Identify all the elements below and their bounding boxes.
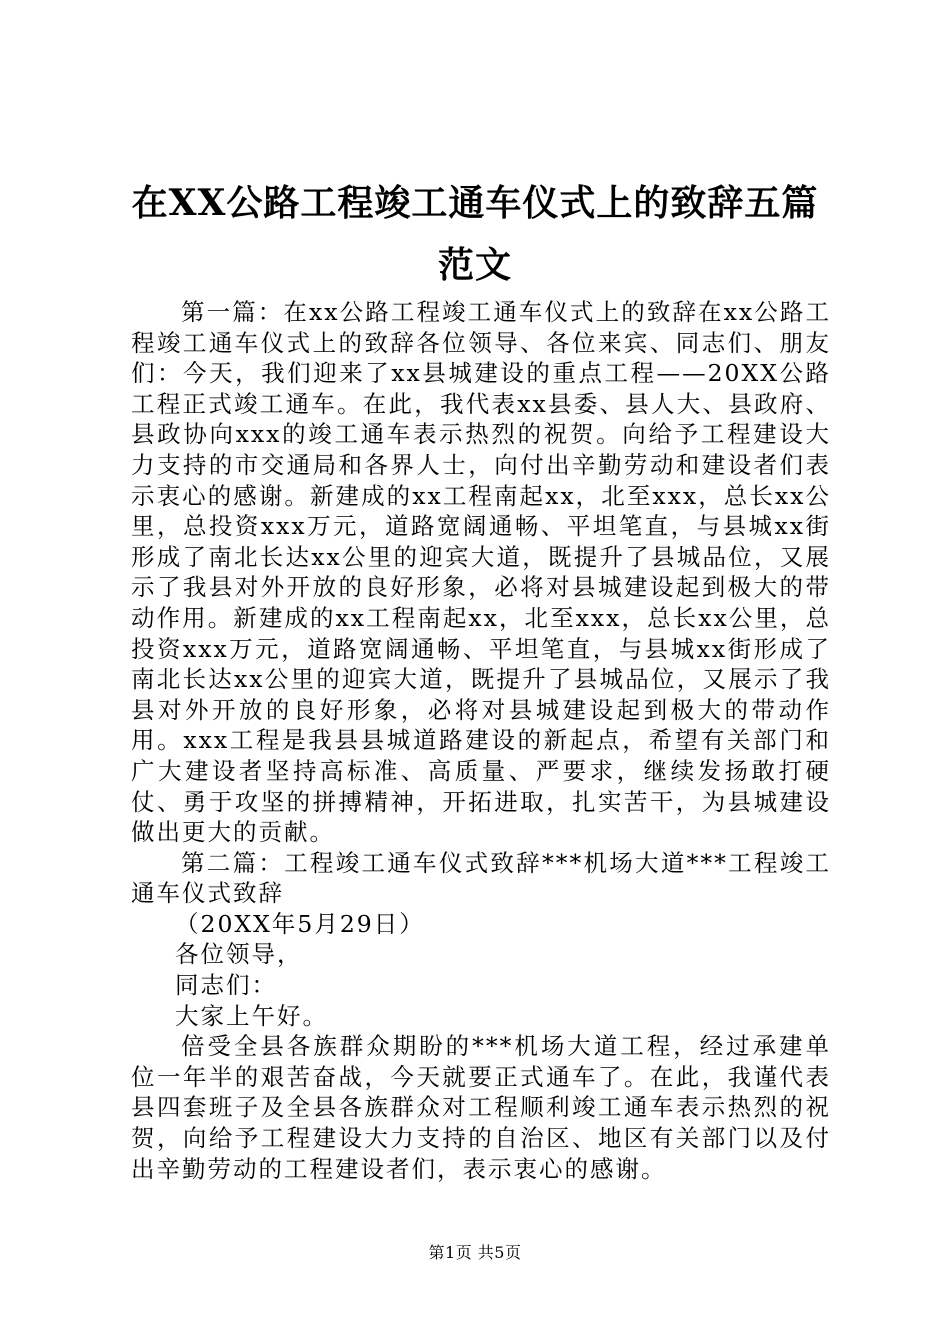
paragraph-speech-body: 倍受全县各族群众期盼的***机场大道工程，经过承建单位一年半的艰苦奋战，今天就要正式通车了。在此，我谨代表县四套班子及全县各族群众对工程顺利竣工通车表示热烈的祝贺，向给予工程建设大力支持的自治区、地区有关部门以及付出辛勤劳动的工程建设者们，表示衷心的感谢。 — [131, 1032, 831, 1183]
document-body — [131, 297, 831, 1184]
paragraph-first-article: 第一篇：在xx公路工程竣工通车仪式上的致辞在xx公路工程竣工通车仪式上的致辞各位领导、各位来宾、同志们、朋友们：今天，我们迎来了xx县城建设的重点工程——20XX公路工程正式竣工通车。在此，我代表xx县委、县人大、县政府、县政协向xxx的竣工通车表示热烈的祝贺。向给予工程建设大力支持的市交通局和各界人士，向付出辛勤劳动和建设者们表示衷心的感谢。新建成的xx工程南起xx，北至xxx，总长xx公里，总投资xxx万元，道路宽阔通畅、平坦笔直，与县城xx街形成了南北长达xx公里的迎宾大道，既提升了县城品位，又展示了我县对外开放的良好形象，必将对县城建设起到极大的带动作用。新建成的xx工程南起xx，北至xxx，总长xx公里，总投资xxx万元，道路宽阔通畅、平坦笔直，与县城xx街形成了南北长达xx公里的迎宾大道，既提升了县城品位，又展示了我县对外开放的良好形象，必将对县城建设起到极大的带动作用。xxx工程是我县县城道路建设的新起点，希望有关部门和广大建设者坚持高标准、高质量、严要求，继续发扬敢打硬仗、勇于攻坚的拼搏精神，开拓进取，扎实苦干，为县城建设做出更大的贡献。 — [131, 298, 831, 847]
paragraph-date: （20XX年5月29日） — [175, 909, 425, 938]
paragraph-salutation-leaders: 各位领导， — [175, 940, 303, 969]
paragraph-salutation-comrades: 同志们： — [175, 971, 277, 1000]
paragraph-second-article-heading: 第二篇：工程竣工通车仪式致辞***机场大道***工程竣工通车仪式致辞 — [131, 848, 831, 908]
page-footer: 第1页 共5页 — [428, 1243, 522, 1262]
paragraph-greeting: 大家上午好。 — [175, 1001, 328, 1030]
document-title: 在XX公路工程竣工通车仪式上的致辞五篇范文 — [131, 182, 819, 286]
